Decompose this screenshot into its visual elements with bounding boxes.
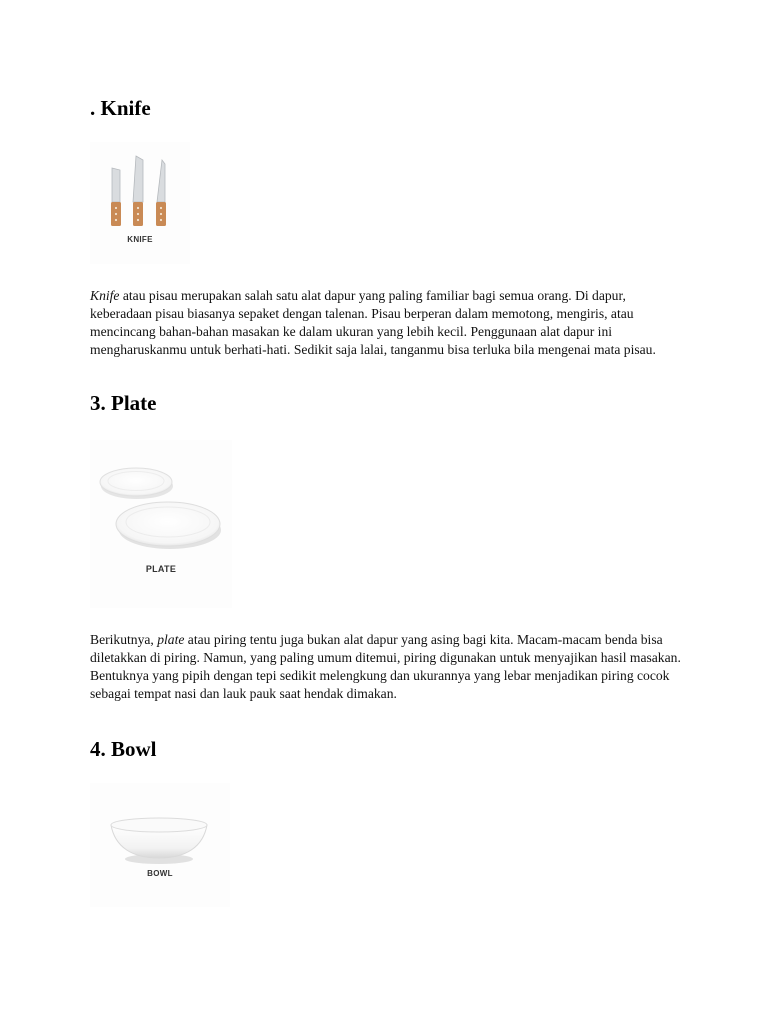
paragraph-plate (90, 631, 690, 703)
paragraph-plate-text: atau piring tentu juga bukan alat dapur yang asing bagi kita. Macam-macam benda bisa diletakkan di piring. Namun, yang paling umum ditemui, piring digunakan untuk menyajikan hasil masakan. Bentuknya yang pipih dengan tepi sedikit melengkung dan ukurannya yang lebar menjadikan piring cocok sebagai tempat nasi dan lauk pauk saat hendak dimakan. (90, 632, 681, 701)
paragraph-knife (90, 287, 690, 359)
plate-icon (90, 440, 232, 560)
knife-icon (90, 142, 190, 242)
bowl-icon (90, 783, 230, 873)
plate-caption: PLATE (145, 564, 177, 574)
knife-caption: KNIFE (127, 235, 153, 244)
plate-illustration (90, 440, 232, 608)
section-title-knife: . Knife (90, 96, 151, 120)
bowl-caption: BOWL (147, 869, 173, 878)
term-knife: Knife (90, 288, 120, 303)
term-plate: plate (157, 632, 185, 647)
paragraph-knife-text: atau pisau merupakan salah satu alat dapur yang paling familiar bagi semua orang. Di dapur, keberadaan pisau biasanya sepaket dengan talenan. Pisau berperan dalam memotong, mengiris, atau mencincang bahan-bahan masakan ke dalam ukuran yang lebih kecil. Penggunaan alat dapur ini mengharuskanmu untuk berhati-hati. Sedikit saja lalai, tanganmu bisa terluka bila mengenai mata pisau. (90, 288, 656, 357)
paragraph-plate-prefix: Berikutnya, (90, 632, 158, 647)
bowl-illustration (90, 783, 230, 907)
knife-illustration (90, 142, 190, 264)
section-title-bowl: 4. Bowl (90, 737, 157, 761)
section-title-plate: 3. Plate (90, 391, 157, 415)
